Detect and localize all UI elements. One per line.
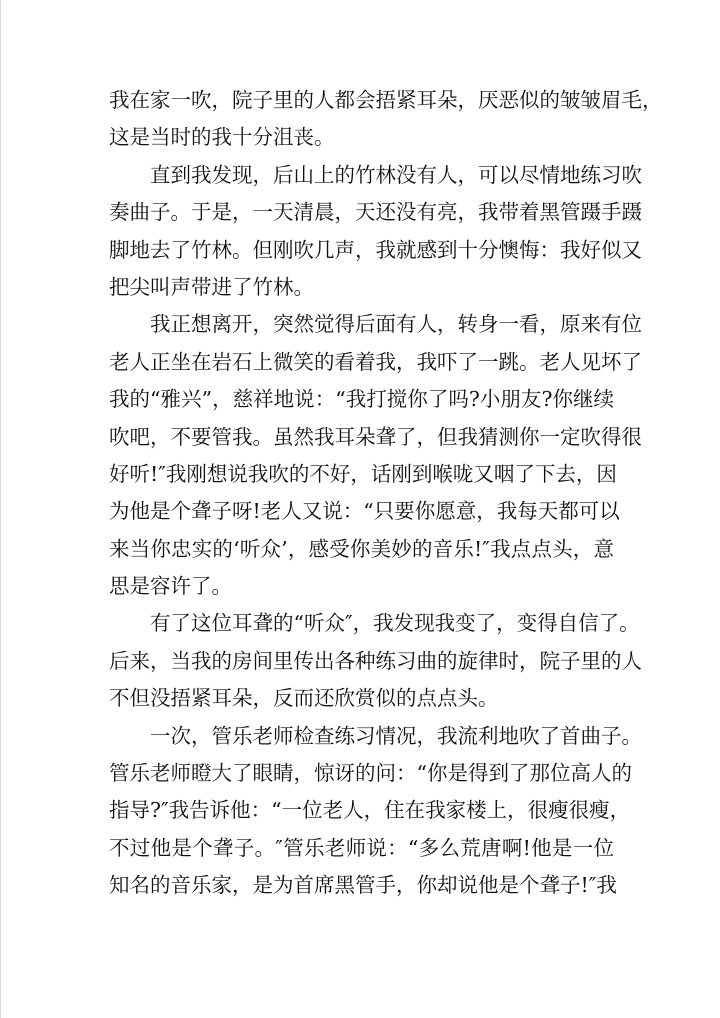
text-line: 直到我发现，后山上的竹林没有人，可以尽情地练习吹 (109, 162, 642, 187)
paragraph (109, 82, 663, 157)
text-line: 为他是个聋子呀!老人又说：“只要你愿意，我每天都可以 (109, 499, 620, 524)
text-line: 不过他是个聋子。″管乐老师说：“多么荒唐啊!他是一位 (109, 835, 614, 860)
text-line: 我的“雅兴”，慈祥地说：“我打搅你了吗?小朋友?你继续 (109, 387, 614, 412)
text-line: 老人正坐在岩石上微笑的看着我，我吓了一跳。老人见坏了 (109, 349, 642, 374)
text-line: 这是当时的我十分沮丧。 (109, 125, 335, 150)
document-body (109, 82, 663, 905)
text-line: 我在家一吹，院子里的人都会捂紧耳朵，厌恶似的皱皱眉毛， (109, 88, 663, 112)
page-left-edge (0, 0, 1, 1018)
text-line: 有了这位耳聋的“听众″，我发现我变了，变得自信了。 (109, 611, 640, 636)
text-line: 奏曲子。于是，一天清晨，天还没有亮，我带着黑管蹑手蹑 (109, 200, 642, 225)
paragraph (109, 157, 642, 307)
text-line: 一次，管乐老师检查练习情况，我流利地吹了首曲子。 (109, 723, 642, 748)
paragraph (109, 306, 642, 605)
text-line: 知名的音乐家，是为首席黑管手，你却说他是个聋子!″我 (109, 873, 617, 898)
text-line: 思是容许了。 (109, 574, 232, 599)
text-line: 后来，当我的房间里传出各种练习曲的旋律时，院子里的人 (109, 648, 642, 673)
text-line: 来当你忠实的‘听众’，感受你美妙的音乐!″我点点头，意 (109, 536, 614, 561)
text-line: 吹吧，不要管我。虽然我耳朵聋了，但我猜测你一定吹得很 (109, 424, 642, 449)
text-line: 不但没捂紧耳朵，反而还欣赏似的点点头。 (109, 686, 499, 711)
text-line: 我正想离开，突然觉得后面有人，转身一看，原来有位 (109, 312, 642, 337)
text-line: 把尖叫声带进了竹林。 (109, 274, 314, 299)
text-line: 脚地去了竹林。但刚吹几声，我就感到十分懊悔：我好似又 (109, 237, 642, 262)
paragraph (109, 718, 642, 905)
text-line: 管乐老师瞪大了眼睛，惊讶的问：“你是得到了那位高人的 (109, 761, 632, 786)
text-line: 指导?″我告诉他：“一位老人，住在我家楼上，很瘦很瘦， (109, 798, 631, 823)
text-line: 好听!″我刚想说我吹的不好，话刚到喉咙又咽了下去，因 (109, 461, 617, 486)
paragraph (109, 605, 642, 717)
